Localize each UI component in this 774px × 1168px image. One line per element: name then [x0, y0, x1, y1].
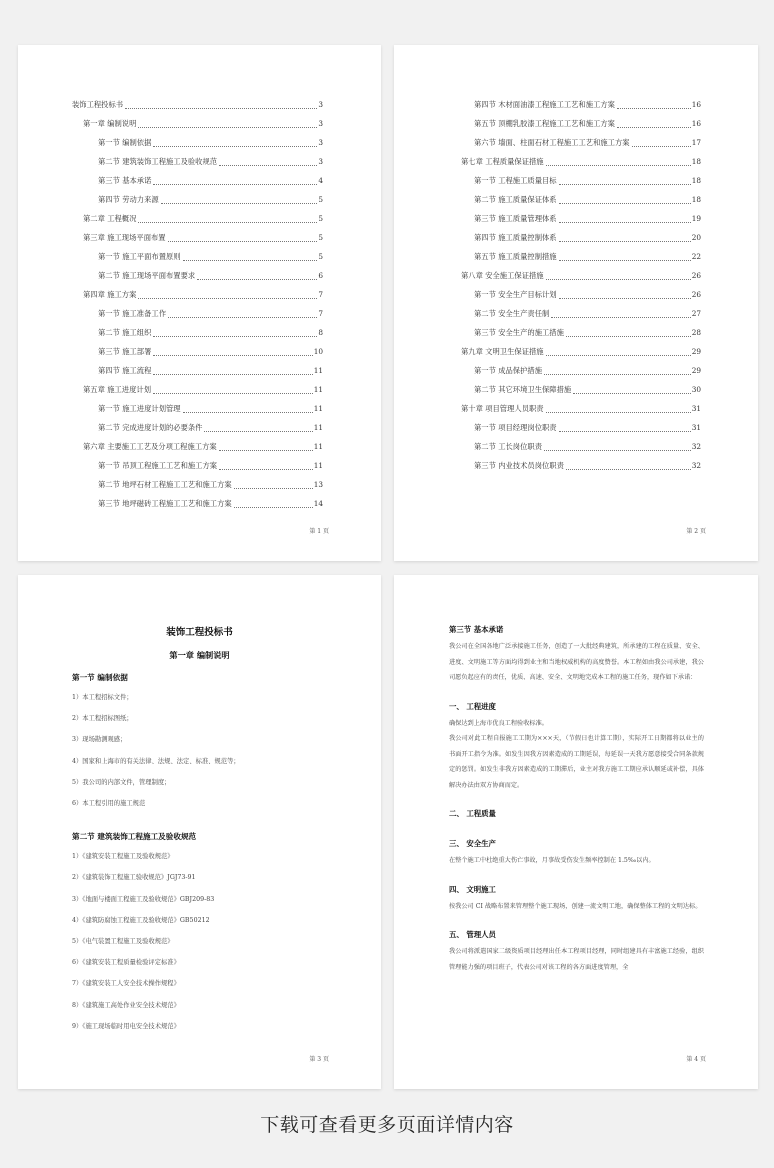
toc-entry-title: 第一节 安全生产目标计划	[474, 285, 559, 304]
toc-leader-dots	[544, 374, 691, 375]
chapter-heading: 第一章 编制说明	[169, 650, 230, 660]
toc-entry-page: 3	[318, 157, 323, 166]
toc-entry[interactable]	[18, 228, 381, 247]
toc-leader-dots	[138, 222, 317, 223]
toc-entry-page: 17	[691, 138, 701, 147]
paragraph: 我公司对此工程自报施工工期为×××天，（节假日也计算工期），实际开工日期都将以业主的书面开工指令为准。如发生因我方因素造成的工期延误，每延误一天我方愿意接受合同条款规定的惩罚。如发生非我方因素造成的工期滞后，业主对我方施工工期应承认顺延或补偿，具体解决办法由双方协商而定。	[449, 735, 704, 789]
toc-entry-title: 第五节 施工质量控制措施	[474, 247, 559, 266]
toc-entry[interactable]	[18, 475, 381, 494]
section-heading: 四、 文明施工	[449, 884, 496, 894]
toc-entry-title: 第二节 施工组织	[98, 323, 153, 342]
toc-leader-dots	[153, 355, 312, 356]
toc-entry[interactable]	[18, 323, 381, 342]
toc-leader-dots	[219, 165, 317, 166]
list-item: 9）《施工现场临时用电安全技术规范》	[72, 1022, 180, 1030]
toc-entry[interactable]	[394, 285, 758, 304]
toc-entry-page: 5	[318, 195, 323, 204]
toc-leader-dots	[551, 317, 690, 318]
toc-entry-page: 11	[313, 423, 323, 432]
toc-leader-dots	[559, 431, 691, 432]
section-heading: 三、 安全生产	[449, 839, 496, 848]
toc-entry-title: 第三节 施工部署	[98, 342, 153, 361]
document-page-3	[18, 575, 381, 1089]
section-heading: 第一节 编制依据	[72, 673, 128, 682]
toc-entry[interactable]	[18, 133, 381, 152]
toc-entry[interactable]	[18, 437, 381, 456]
paragraph: 按我公司 CI 战略布置来管理整个施工现场，创建一流文明工地，确保整体工程的文明达标。	[449, 902, 702, 910]
toc-entry[interactable]	[394, 152, 758, 171]
toc-leader-dots	[197, 279, 317, 280]
toc-entry-page: 3	[318, 119, 323, 128]
toc-entry[interactable]	[394, 114, 758, 133]
toc-entry-page: 27	[691, 309, 701, 318]
toc-entry-title: 第四节 木材面油漆工程施工工艺和施工方案	[474, 95, 617, 114]
toc-leader-dots	[559, 184, 691, 185]
toc-entry-title: 第十章 项目管理人员职责	[461, 399, 546, 418]
toc-entry[interactable]	[18, 494, 381, 513]
toc-entry[interactable]	[18, 342, 381, 361]
toc-entry-page: 14	[313, 499, 323, 508]
toc-leader-dots	[153, 336, 317, 337]
toc-leader-dots	[168, 241, 318, 242]
toc-entry-title: 第一节 成品保护措施	[474, 361, 544, 380]
toc-leader-dots	[546, 355, 691, 356]
toc-leader-dots	[632, 146, 691, 147]
toc-entry-title: 第三节 施工质量管理体系	[474, 209, 559, 228]
toc-entry[interactable]	[18, 380, 381, 399]
page-number: 第 3 页	[309, 1056, 329, 1063]
toc-entry[interactable]	[394, 418, 758, 437]
toc-entry-title: 第四章 施工方案	[83, 285, 138, 304]
list-item: 1）《建筑安装工程施工及验收规范》	[72, 853, 174, 861]
toc-entry-page: 32	[691, 442, 701, 451]
toc-entry[interactable]	[394, 380, 758, 399]
toc-entry-page: 5	[318, 233, 323, 242]
toc-entry[interactable]	[18, 399, 381, 418]
toc-leader-dots	[566, 336, 691, 337]
toc-entry-title: 第五章 施工进度计划	[83, 380, 153, 399]
table-of-contents	[394, 95, 758, 475]
toc-entry-page: 5	[318, 252, 323, 261]
toc-leader-dots	[559, 222, 691, 223]
paragraph: 我公司在全国各地广泛承接施工任务，创造了一大批经典建筑，所承建的工程在质量、安全、进度、文明施工等方面均得到业主和当地权威机构的高度赞誉。本工程如由我公司承建，我公司愿负起应有的责任，优质、高速、安全、文明地完成本工程的施工任务，现作如下承诺：	[449, 643, 704, 681]
list-item: 3）《地面与楼面工程施工及验收规范》GBJ209-83	[72, 895, 215, 903]
toc-entry[interactable]	[394, 361, 758, 380]
toc-leader-dots	[546, 165, 691, 166]
toc-entry-title: 第四节 劳动力来源	[98, 190, 161, 209]
list-item: 1）本工程招标文件；	[72, 694, 133, 701]
section-heading: 一、 工程进度	[449, 701, 496, 711]
toc-leader-dots	[183, 260, 318, 261]
toc-entry[interactable]	[18, 304, 381, 323]
toc-entry-title: 第一节 施工准备工作	[98, 304, 168, 323]
toc-leader-dots	[161, 203, 318, 204]
toc-entry-title: 第三节 安全生产的施工措施	[474, 323, 566, 342]
toc-entry-title: 第二节 施工质量保证体系	[474, 190, 559, 209]
toc-leader-dots	[617, 127, 691, 128]
toc-entry-title: 第三节 基本承诺	[98, 171, 153, 190]
toc-entry-page: 31	[691, 404, 701, 413]
toc-leader-dots	[153, 184, 317, 185]
toc-entry-page: 8	[318, 328, 323, 337]
toc-entry-title: 第三节 内业技术员岗位职责	[474, 456, 566, 475]
toc-entry-page: 29	[691, 366, 701, 375]
toc-entry-title: 第九章 文明卫生保证措施	[461, 342, 546, 361]
toc-entry-title: 第六章 主要施工工艺及分项工程施工方案	[83, 437, 219, 456]
toc-entry-title: 第一节 编制依据	[98, 133, 153, 152]
paragraph: 我公司将派遣国家二级资质项目经理出任本工程项目经理，同时组建具有丰富施工经验，组织管理能力强的项目班子，代表公司对该工程的各方面进度管理，全	[449, 948, 704, 971]
paragraph: 确保达到上海市优良工程验收标准。	[449, 719, 548, 727]
toc-entry[interactable]	[394, 399, 758, 418]
toc-entry-page: 29	[691, 347, 701, 356]
list-item: 4）国家和上海市的有关法律、法规、法定、标准、规范等；	[72, 757, 240, 765]
toc-entry-title: 第六节 墙面、柱面石材工程施工工艺和施工方案	[474, 133, 632, 152]
toc-entry[interactable]	[18, 114, 381, 133]
toc-entry-page: 22	[691, 252, 701, 261]
toc-entry-title: 第八章 安全施工保证措施	[461, 266, 546, 285]
toc-entry-title: 第七章 工程质量保证措施	[461, 152, 546, 171]
toc-entry-title: 第二节 地坪石材工程施工工艺和施工方案	[98, 475, 234, 494]
toc-leader-dots	[544, 450, 691, 451]
toc-entry-title: 第一节 项目经理岗位职责	[474, 418, 559, 437]
toc-entry-title: 第四节 施工质量控制体系	[474, 228, 559, 247]
download-prompt: 下载可查看更多页面详情内容	[260, 1114, 514, 1136]
toc-entry[interactable]	[394, 95, 758, 114]
list-item: 2）《建筑装饰工程施工验收规范》JGJ73-91	[72, 874, 196, 882]
toc-entry-page: 6	[318, 271, 323, 280]
toc-entry-page: 3	[318, 100, 323, 109]
toc-entry-page: 19	[691, 214, 701, 223]
toc-entry-title: 第一章 编制说明	[83, 114, 138, 133]
toc-entry-title: 装饰工程投标书	[72, 95, 125, 114]
toc-entry[interactable]	[18, 209, 381, 228]
toc-leader-dots	[566, 469, 691, 470]
document-page-1	[18, 45, 381, 561]
toc-entry-page: 7	[318, 309, 323, 318]
toc-entry-title: 第三章 施工现场平面布置	[83, 228, 168, 247]
toc-entry-page: 26	[691, 271, 701, 280]
page-number: 第 1 页	[309, 528, 329, 535]
toc-leader-dots	[168, 317, 317, 318]
section-heading: 第二节 建筑装饰工程施工及验收规范	[72, 832, 197, 842]
toc-entry-title: 第二节 完成进度计划的必要条件	[98, 418, 204, 437]
toc-leader-dots	[234, 488, 313, 489]
toc-entry[interactable]	[394, 456, 758, 475]
toc-entry-page: 11	[313, 442, 323, 451]
toc-entry-page: 26	[691, 290, 701, 299]
toc-entry-page: 30	[691, 385, 701, 394]
toc-entry[interactable]	[18, 285, 381, 304]
toc-entry-title: 第二节 工长岗位职责	[474, 437, 544, 456]
toc-leader-dots	[219, 450, 313, 451]
page-number: 第 2 页	[686, 528, 706, 535]
toc-entry[interactable]	[18, 456, 381, 475]
toc-entry-page: 31	[691, 423, 701, 432]
document-page-2	[394, 45, 758, 561]
toc-entry-page: 18	[691, 195, 701, 204]
toc-leader-dots	[546, 412, 691, 413]
list-item: 6）本工程引用的施工规范	[72, 800, 146, 808]
section-heading: 第三节 基本承诺	[449, 625, 504, 634]
toc-leader-dots	[559, 298, 691, 299]
toc-entry[interactable]	[18, 361, 381, 380]
toc-entry-page: 16	[691, 119, 701, 128]
toc-entry-page: 18	[691, 157, 701, 166]
toc-entry-title: 第二节 施工现场平面布置要求	[98, 266, 197, 285]
toc-entry-title: 第一节 施工平面布置原则	[98, 247, 183, 266]
toc-leader-dots	[546, 279, 691, 280]
toc-entry[interactable]	[394, 190, 758, 209]
toc-entry-title: 第一节 工程施工质量目标	[474, 171, 559, 190]
toc-leader-dots	[153, 374, 312, 375]
toc-entry[interactable]	[18, 418, 381, 437]
toc-entry-title: 第一节 施工进度计划管理	[98, 399, 183, 418]
toc-entry-page: 4	[318, 176, 323, 185]
toc-entry-page: 5	[318, 214, 323, 223]
toc-entry-page: 3	[318, 138, 323, 147]
toc-leader-dots	[219, 469, 313, 470]
list-item: 6）《建筑安装工程质量检验评定标准》	[72, 959, 180, 967]
list-item: 5）我公司的内部文件，管理制度；	[72, 778, 171, 786]
toc-entry[interactable]	[394, 304, 758, 323]
toc-entry-title: 第三节 地坪磁砖工程施工工艺和施工方案	[98, 494, 234, 513]
toc-leader-dots	[234, 507, 313, 508]
toc-leader-dots	[138, 127, 317, 128]
toc-entry-title: 第二章 工程概况	[83, 209, 138, 228]
toc-entry[interactable]	[394, 437, 758, 456]
toc-entry[interactable]	[18, 152, 381, 171]
list-item: 2）本工程招标图纸；	[72, 715, 133, 723]
list-item: 8）《建筑施工高处作业安全技术规范》	[72, 1001, 180, 1009]
toc-entry-page: 16	[691, 100, 701, 109]
table-of-contents	[18, 95, 381, 513]
toc-entry-title: 第五节 顶棚乳胶漆工程施工工艺和施工方案	[474, 114, 617, 133]
toc-entry-title: 第二节 安全生产责任制	[474, 304, 551, 323]
toc-entry[interactable]	[394, 133, 758, 152]
toc-entry-page: 11	[313, 385, 323, 394]
toc-entry-title: 第二节 建筑装饰工程施工及验收规范	[98, 152, 219, 171]
toc-leader-dots	[559, 241, 691, 242]
page-number: 第 4 页	[686, 1056, 706, 1063]
toc-entry-page: 32	[691, 461, 701, 470]
toc-entry[interactable]	[394, 342, 758, 361]
toc-leader-dots	[617, 108, 691, 109]
toc-entry-page: 10	[313, 347, 323, 356]
toc-entry-page: 13	[313, 480, 323, 489]
list-item: 3）现场勘测观感；	[72, 736, 127, 744]
toc-entry-page: 11	[313, 366, 323, 375]
toc-entry[interactable]	[394, 209, 758, 228]
toc-entry-page: 28	[691, 328, 701, 337]
toc-leader-dots	[153, 146, 317, 147]
toc-leader-dots	[204, 431, 312, 432]
toc-entry[interactable]	[394, 228, 758, 247]
toc-leader-dots	[559, 260, 691, 261]
toc-leader-dots	[573, 393, 691, 394]
toc-entry-page: 20	[691, 233, 701, 242]
toc-entry[interactable]	[394, 247, 758, 266]
toc-entry[interactable]	[18, 171, 381, 190]
document-page-4	[394, 575, 758, 1089]
paragraph: 在整个施工中杜绝重大伤亡事故，月事故受伤发生频率控制在 1.5‰以内。	[449, 857, 655, 864]
toc-entry[interactable]	[18, 95, 381, 114]
toc-entry-title: 第四节 施工流程	[98, 361, 153, 380]
toc-leader-dots	[125, 108, 317, 109]
toc-entry[interactable]	[394, 171, 758, 190]
toc-entry[interactable]	[18, 266, 381, 285]
toc-leader-dots	[153, 393, 313, 394]
toc-entry[interactable]	[18, 190, 381, 209]
list-item: 4）《建筑防腐蚀工程施工及验收规范》GB50212	[72, 916, 210, 924]
section-heading: 二、 工程质量	[449, 809, 496, 818]
toc-leader-dots	[138, 298, 317, 299]
toc-entry-page: 11	[313, 404, 323, 413]
toc-entry[interactable]	[394, 323, 758, 342]
toc-entry-title: 第二节 其它环境卫生保障措施	[474, 380, 573, 399]
toc-leader-dots	[183, 412, 313, 413]
toc-entry-page: 18	[691, 176, 701, 185]
toc-entry-title: 第一节 吊顶工程施工工艺和施工方案	[98, 456, 219, 475]
toc-entry[interactable]	[18, 247, 381, 266]
toc-leader-dots	[559, 203, 691, 204]
toc-entry-page: 11	[313, 461, 323, 470]
toc-entry[interactable]	[394, 266, 758, 285]
document-title: 装饰工程投标书	[166, 627, 233, 638]
toc-entry-page: 7	[318, 290, 323, 299]
section-heading: 五、 管理人员	[449, 930, 496, 939]
list-item: 5）《电气装置工程施工及验收规范》	[72, 938, 174, 946]
list-item: 7）《建筑安装工人安全技术操作规程》	[72, 980, 180, 988]
